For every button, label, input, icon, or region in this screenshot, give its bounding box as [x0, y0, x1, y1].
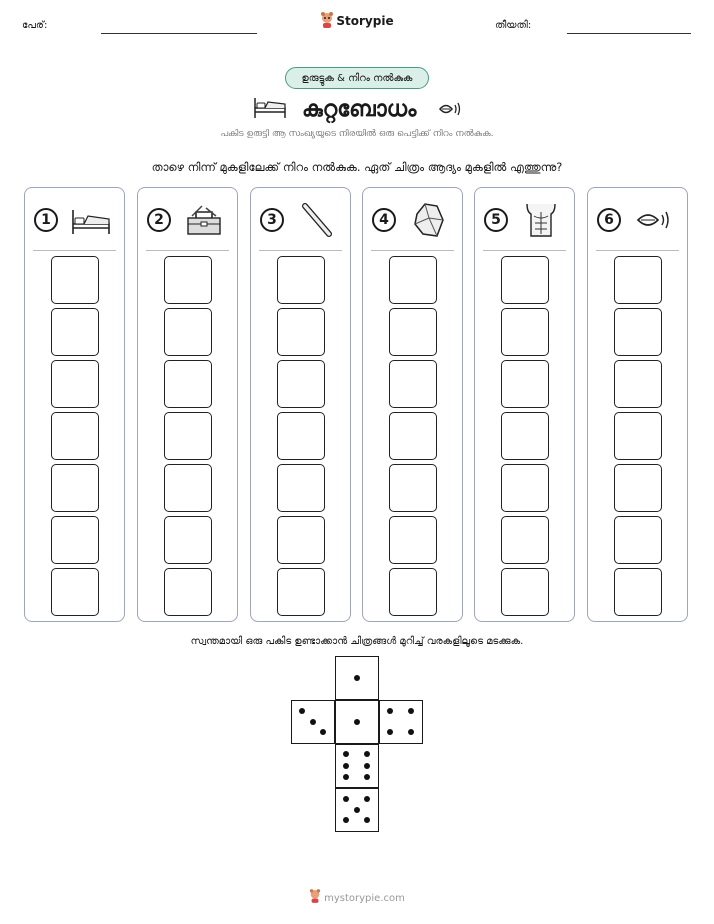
- column-4: [362, 187, 463, 622]
- die-instruction: സ്വന്തമായി ഒരു പകിട ഉണ്ടാക്കാൻ ചിത്രങ്ങൾ മുറിച്ച് വരകളിലൂടെ മടക്കുക.: [190, 636, 524, 647]
- color-box[interactable]: [614, 360, 662, 408]
- color-box[interactable]: [164, 256, 212, 304]
- color-box[interactable]: [614, 256, 662, 304]
- color-box[interactable]: [389, 308, 437, 356]
- storypie-mascot-icon: [309, 889, 321, 903]
- instruction: താഴെ നിന്ന് മുകളിലേക്ക് നിറം നൽകുക. ഏത് ചിത്രം ആദ്യം മുകളിൽ എത്തുന്നു?: [151, 160, 563, 174]
- color-box[interactable]: [501, 256, 549, 304]
- column-divider: [596, 250, 679, 251]
- column-number: 6: [597, 208, 621, 232]
- speaking-mouth-icon[interactable]: [438, 100, 462, 118]
- column-divider: [483, 250, 566, 251]
- die-pip: [354, 675, 360, 681]
- color-box[interactable]: [501, 308, 549, 356]
- column-5: [474, 187, 575, 622]
- die-face: [335, 788, 379, 832]
- color-box[interactable]: [614, 568, 662, 616]
- die-pip: [343, 817, 349, 823]
- die-pip: [320, 729, 326, 735]
- toolbox-icon: [182, 200, 226, 240]
- die-pip: [354, 719, 360, 725]
- stick-icon: [295, 200, 339, 240]
- footer-url: mystorypie.com: [324, 893, 405, 904]
- color-box[interactable]: [501, 568, 549, 616]
- column-divider: [371, 250, 454, 251]
- die-pip: [387, 708, 393, 714]
- die-face: [335, 700, 379, 744]
- color-box[interactable]: [51, 516, 99, 564]
- page-title: [0, 94, 714, 122]
- column-number: 3: [260, 208, 284, 232]
- column-divider: [33, 250, 116, 251]
- color-box[interactable]: [614, 464, 662, 512]
- activity-badge: ഉരുട്ടുക & നിറം നൽകുക: [285, 67, 429, 89]
- color-box[interactable]: [501, 464, 549, 512]
- color-box[interactable]: [51, 568, 99, 616]
- bed-icon: [252, 94, 288, 120]
- column-divider: [146, 250, 229, 251]
- die-pip: [310, 719, 316, 725]
- column-number: 5: [484, 208, 508, 232]
- date-line[interactable]: [567, 33, 691, 34]
- die-pip: [408, 729, 414, 735]
- color-box[interactable]: [277, 568, 325, 616]
- die-pip: [364, 796, 370, 802]
- subtitle: പകിട ഉരുട്ടി ആ സംഖ്യയുടെ നിരയിൽ ഒരു പെട്ടിക്ക് നിറം നൽകുക.: [220, 129, 494, 139]
- column-divider: [259, 250, 342, 251]
- column-1: [24, 187, 125, 622]
- color-box[interactable]: [614, 412, 662, 460]
- color-box[interactable]: [51, 464, 99, 512]
- column-3: [250, 187, 351, 622]
- column-number: 2: [147, 208, 171, 232]
- die-pip: [354, 807, 360, 813]
- color-box[interactable]: [389, 360, 437, 408]
- column-6: [587, 187, 688, 622]
- color-box[interactable]: [389, 412, 437, 460]
- color-box[interactable]: [164, 360, 212, 408]
- column-number: 1: [34, 208, 58, 232]
- color-box[interactable]: [277, 256, 325, 304]
- die-pip: [343, 796, 349, 802]
- die-pip: [343, 763, 349, 769]
- color-box[interactable]: [164, 308, 212, 356]
- die-face: [335, 656, 379, 700]
- die-pip: [299, 708, 305, 714]
- die-pip: [364, 751, 370, 757]
- color-box[interactable]: [389, 464, 437, 512]
- die-pip: [343, 751, 349, 757]
- die-pip: [364, 817, 370, 823]
- color-box[interactable]: [389, 256, 437, 304]
- die-face: [379, 700, 423, 744]
- speaking-mouth-icon: [632, 200, 676, 240]
- color-box[interactable]: [614, 516, 662, 564]
- color-box[interactable]: [389, 516, 437, 564]
- brand-logo: [0, 12, 714, 28]
- color-box[interactable]: [277, 516, 325, 564]
- color-box[interactable]: [164, 464, 212, 512]
- die-face: [335, 744, 379, 788]
- color-box[interactable]: [51, 360, 99, 408]
- color-box[interactable]: [164, 516, 212, 564]
- color-box[interactable]: [277, 464, 325, 512]
- rock-icon: [407, 200, 451, 240]
- color-box[interactable]: [501, 516, 549, 564]
- color-box[interactable]: [501, 412, 549, 460]
- die-pip: [408, 708, 414, 714]
- title-text: കുറ്റബോധം: [302, 97, 417, 122]
- die-pip: [364, 763, 370, 769]
- color-box[interactable]: [501, 360, 549, 408]
- torso-icon: [519, 200, 563, 240]
- color-box[interactable]: [389, 568, 437, 616]
- brand-name: Storypie: [336, 14, 394, 28]
- storypie-mascot-icon: [320, 12, 334, 28]
- color-box[interactable]: [277, 412, 325, 460]
- color-box[interactable]: [614, 308, 662, 356]
- color-box[interactable]: [277, 308, 325, 356]
- color-box[interactable]: [164, 412, 212, 460]
- bed-icon: [69, 200, 113, 240]
- color-box[interactable]: [51, 256, 99, 304]
- color-box[interactable]: [51, 412, 99, 460]
- column-number: 4: [372, 208, 396, 232]
- footer: [0, 889, 714, 904]
- die-pip: [364, 774, 370, 780]
- color-box[interactable]: [277, 360, 325, 408]
- die-pip: [343, 774, 349, 780]
- die-face: [291, 700, 335, 744]
- color-box[interactable]: [51, 308, 99, 356]
- die-pip: [387, 729, 393, 735]
- name-label: പേര്:: [22, 20, 48, 31]
- column-2: [137, 187, 238, 622]
- color-box[interactable]: [164, 568, 212, 616]
- date-label: തീയതി:: [495, 20, 532, 31]
- name-line[interactable]: [101, 33, 257, 34]
